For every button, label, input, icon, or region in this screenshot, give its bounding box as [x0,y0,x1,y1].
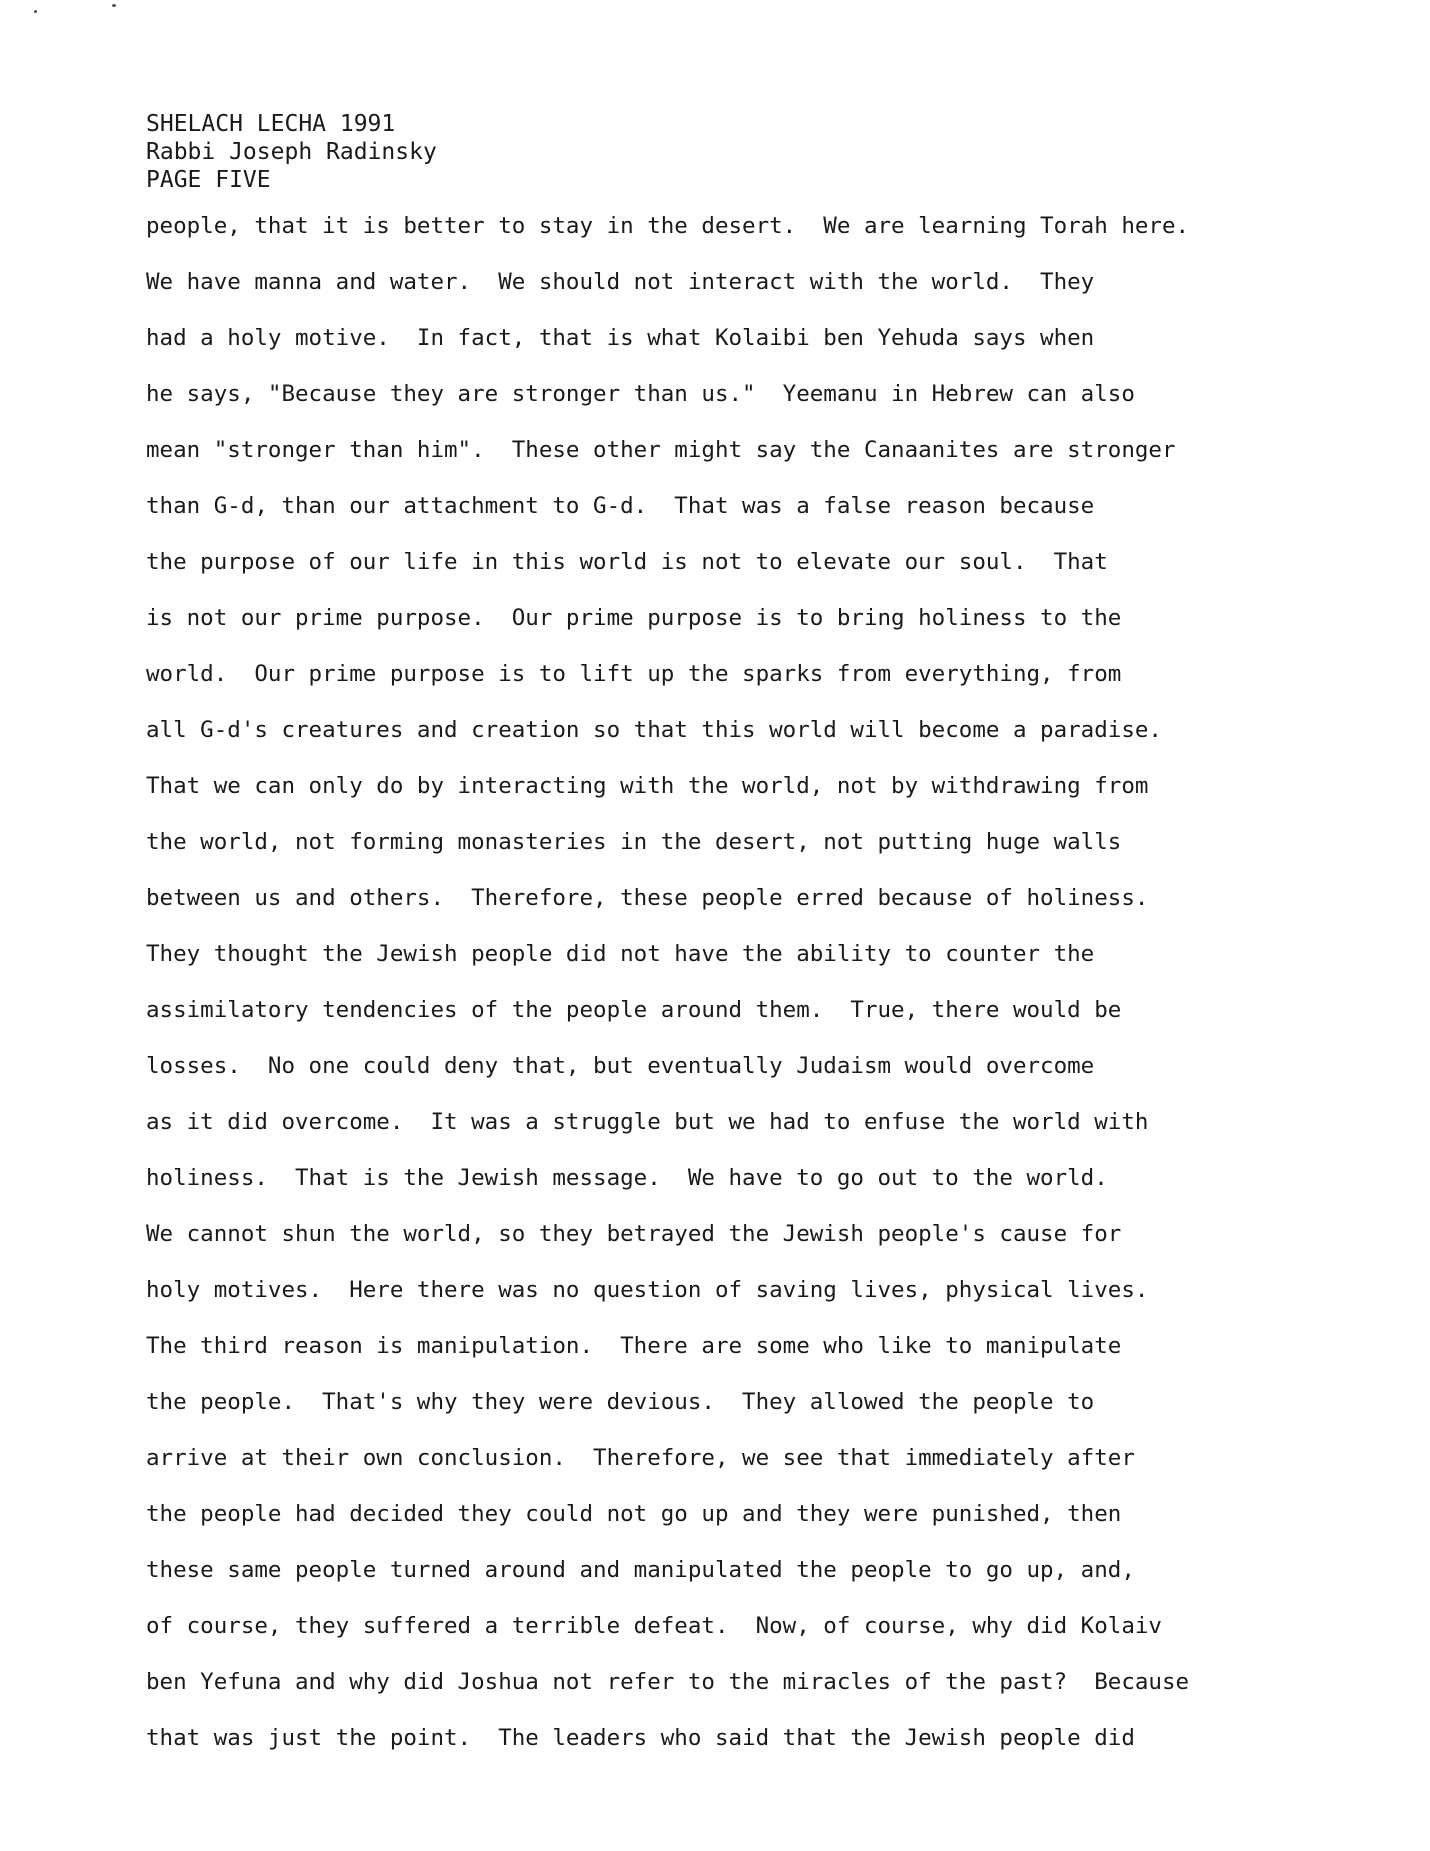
document-author: Rabbi Joseph Radinsky [146,139,437,165]
text-line: the people. That's why they were devious. They allowed the people to [146,1389,1095,1415]
text-line: holy motives. Here there was no question of saving lives, physical lives. [146,1277,1149,1303]
scan-speck [112,4,116,7]
text-line: between us and others. Therefore, these people erred because of holiness. [146,885,1149,911]
text-line: assimilatory tendencies of the people around them. True, there would be [146,997,1122,1023]
text-line: mean "stronger than him". These other might say the Canaanites are stronger [146,437,1176,463]
text-line: all G-d's creatures and creation so that this world will become a paradise. [146,717,1162,743]
text-line: They thought the Jewish people did not have the ability to counter the [146,941,1095,967]
text-line: than G-d, than our attachment to G-d. That was a false reason because [146,493,1095,519]
text-line: of course, they suffered a terrible defeat. Now, of course, why did Kolaiv [146,1613,1162,1639]
text-line: he says, "Because they are stronger than us." Yeemanu in Hebrew can also [146,381,1135,407]
text-line: The third reason is manipulation. There are some who like to manipulate [146,1333,1122,1359]
text-line: world. Our prime purpose is to lift up the sparks from everything, from [146,661,1122,687]
text-line: We cannot shun the world, so they betrayed the Jewish people's cause for [146,1221,1122,1247]
scan-speck [34,10,37,13]
text-line: the world, not forming monasteries in the desert, not putting huge walls [146,829,1122,855]
text-line: the purpose of our life in this world is not to elevate our soul. That [146,549,1108,575]
text-line: that was just the point. The leaders who said that the Jewish people did [146,1725,1135,1751]
text-line: as it did overcome. It was a struggle but we had to enfuse the world with [146,1109,1149,1135]
text-line: people, that it is better to stay in the desert. We are learning Torah here. [146,213,1190,239]
page-label: PAGE FIVE [146,167,271,193]
text-line: these same people turned around and manipulated the people to go up, and, [146,1557,1135,1583]
text-line: losses. No one could deny that, but eventually Judaism would overcome [146,1053,1095,1079]
text-line: the people had decided they could not go up and they were punished, then [146,1501,1122,1527]
text-line: is not our prime purpose. Our prime purpose is to bring holiness to the [146,605,1122,631]
text-line: ben Yefuna and why did Joshua not refer to the miracles of the past? Because [146,1669,1190,1695]
text-line: We have manna and water. We should not interact with the world. They [146,269,1095,295]
text-line: holiness. That is the Jewish message. We have to go out to the world. [146,1165,1108,1191]
text-line: had a holy motive. In fact, that is what Kolaibi ben Yehuda says when [146,325,1095,351]
document-title: SHELACH LECHA 1991 [146,111,396,137]
document-header [146,110,437,194]
document-body [146,198,1286,1766]
text-line: That we can only do by interacting with the world, not by withdrawing from [146,773,1149,799]
text-line: arrive at their own conclusion. Therefore, we see that immediately after [146,1445,1135,1471]
